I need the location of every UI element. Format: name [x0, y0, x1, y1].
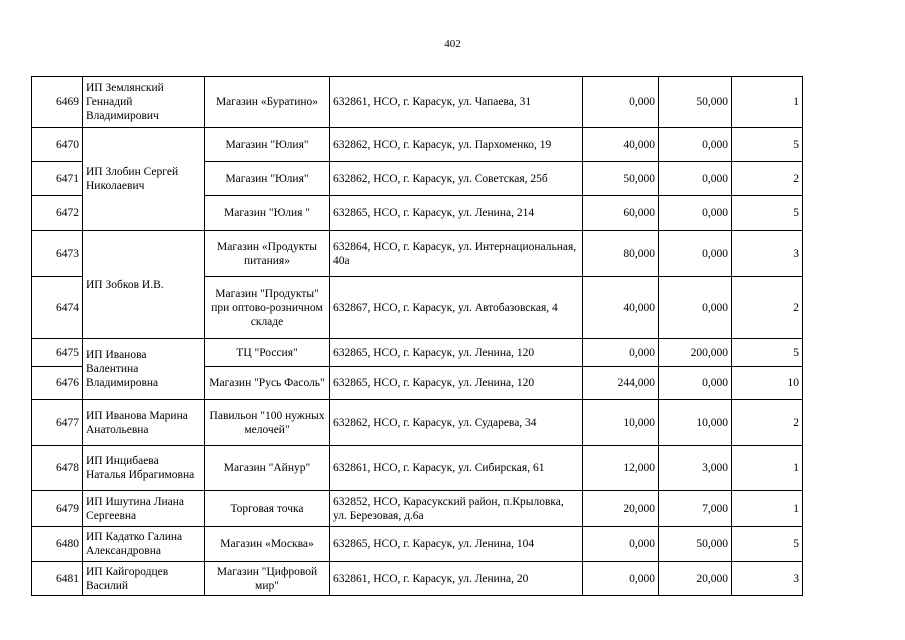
value-2: 0,000	[659, 367, 732, 400]
value-2: 3,000	[659, 446, 732, 491]
owner-name: ИП Иванова Валентина Владимировна	[83, 339, 205, 400]
value-3: 5	[732, 196, 803, 231]
owner-name: ИП Злобин Сергей Николаевич	[83, 128, 205, 231]
value-1: 10,000	[583, 400, 659, 446]
owner-name: ИП Кайгородцев Василий	[83, 562, 205, 596]
value-3: 10	[732, 367, 803, 400]
row-id: 6476	[32, 367, 83, 400]
table-row	[32, 339, 803, 367]
row-id: 6474	[32, 277, 83, 339]
value-3: 5	[732, 339, 803, 367]
value-2: 50,000	[659, 77, 732, 128]
shop-name: Магазин "Продукты" при оптово-розничном складе	[205, 277, 330, 339]
owner-name: ИП Зобков И.В.	[83, 231, 205, 339]
value-2: 0,000	[659, 231, 732, 277]
table-row	[32, 128, 803, 162]
value-3: 3	[732, 562, 803, 596]
table-row	[32, 77, 803, 128]
value-1: 0,000	[583, 77, 659, 128]
value-3: 2	[732, 277, 803, 339]
shop-address: 632867, НСО, г. Карасук, ул. Автобазовская, 4	[330, 277, 583, 339]
value-1: 50,000	[583, 162, 659, 196]
shop-address: 632865, НСО, г. Карасук, ул. Ленина, 214	[330, 196, 583, 231]
row-id: 6471	[32, 162, 83, 196]
page-number: 402	[444, 38, 461, 50]
table-row	[32, 527, 803, 562]
value-1: 0,000	[583, 562, 659, 596]
row-id: 6469	[32, 77, 83, 128]
value-3: 3	[732, 231, 803, 277]
value-1: 40,000	[583, 277, 659, 339]
row-id: 6473	[32, 231, 83, 277]
value-3: 1	[732, 491, 803, 527]
shop-name: Магазин «Москва»	[205, 527, 330, 562]
owner-name: ИП Землянский Геннадий Владимирович	[83, 77, 205, 128]
shop-name: Магазин «Буратино»	[205, 77, 330, 128]
shop-name: Магазин "Русь Фасоль"	[205, 367, 330, 400]
value-2: 0,000	[659, 162, 732, 196]
value-3: 2	[732, 400, 803, 446]
row-id: 6472	[32, 196, 83, 231]
shop-address: 632862, НСО, г. Карасук, ул. Пархоменко, 19	[330, 128, 583, 162]
shop-address: 632861, НСО, г. Карасук, ул. Чапаева, 31	[330, 77, 583, 128]
shop-address: 632865, НСО, г. Карасук, ул. Ленина, 104	[330, 527, 583, 562]
value-3: 5	[732, 128, 803, 162]
row-id: 6481	[32, 562, 83, 596]
registry-table	[31, 76, 803, 596]
owner-name: ИП Иванова Марина Анатольевна	[83, 400, 205, 446]
value-3: 5	[732, 527, 803, 562]
shop-name: ТЦ "Россия"	[205, 339, 330, 367]
value-1: 0,000	[583, 527, 659, 562]
row-id: 6478	[32, 446, 83, 491]
shop-name: Магазин "Юлия"	[205, 128, 330, 162]
table-row	[32, 446, 803, 491]
value-1: 20,000	[583, 491, 659, 527]
value-2: 7,000	[659, 491, 732, 527]
shop-name: Павильон "100 нужных мелочей"	[205, 400, 330, 446]
row-id: 6480	[32, 527, 83, 562]
value-1: 60,000	[583, 196, 659, 231]
row-id: 6470	[32, 128, 83, 162]
value-1: 12,000	[583, 446, 659, 491]
row-id: 6479	[32, 491, 83, 527]
row-id: 6475	[32, 339, 83, 367]
shop-address: 632861, НСО, г. Карасук, ул. Сибирская, 61	[330, 446, 583, 491]
shop-address: 632862, НСО, г. Карасук, ул. Советская, 25б	[330, 162, 583, 196]
shop-address: 632862, НСО, г. Карасук, ул. Сударева, 34	[330, 400, 583, 446]
table-row	[32, 231, 803, 277]
value-1: 40,000	[583, 128, 659, 162]
owner-name: ИП Кадатко Галина Александровна	[83, 527, 205, 562]
shop-name: Торговая точка	[205, 491, 330, 527]
shop-name: Магазин "Айнур"	[205, 446, 330, 491]
value-2: 0,000	[659, 196, 732, 231]
value-3: 1	[732, 77, 803, 128]
table-row	[32, 400, 803, 446]
shop-address: 632865, НСО, г. Карасук, ул. Ленина, 120	[330, 339, 583, 367]
owner-name: ИП Инцибаева Наталья Ибрагимовна	[83, 446, 205, 491]
shop-address: 632865, НСО, г. Карасук, ул. Ленина, 120	[330, 367, 583, 400]
value-2: 20,000	[659, 562, 732, 596]
shop-address: 632861, НСО, г. Карасук, ул. Ленина, 20	[330, 562, 583, 596]
shop-name: Магазин "Юлия "	[205, 196, 330, 231]
owner-name: ИП Ишутина Лиана Сергеевна	[83, 491, 205, 527]
shop-name: Магазин «Продукты питания»	[205, 231, 330, 277]
table-row	[32, 562, 803, 596]
shop-address: 632852, НСО, Карасукский район, п.Крыловка, ул. Березовая, д.6а	[330, 491, 583, 527]
value-3: 1	[732, 446, 803, 491]
shop-address: 632864, НСО, г. Карасук, ул. Интернациональная, 40а	[330, 231, 583, 277]
value-3: 2	[732, 162, 803, 196]
value-1: 0,000	[583, 339, 659, 367]
value-2: 200,000	[659, 339, 732, 367]
value-2: 50,000	[659, 527, 732, 562]
shop-name: Магазин "Юлия"	[205, 162, 330, 196]
row-id: 6477	[32, 400, 83, 446]
value-1: 244,000	[583, 367, 659, 400]
value-2: 10,000	[659, 400, 732, 446]
table-row	[32, 491, 803, 527]
value-1: 80,000	[583, 231, 659, 277]
shop-name: Магазин "Цифровой мир"	[205, 562, 330, 596]
value-2: 0,000	[659, 277, 732, 339]
value-2: 0,000	[659, 128, 732, 162]
